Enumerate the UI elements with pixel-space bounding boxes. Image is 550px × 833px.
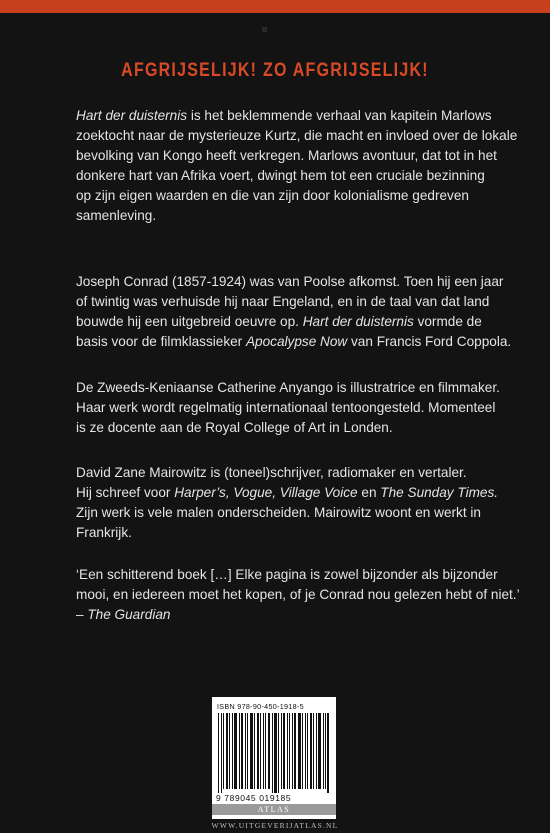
text-run: Hij schreef voor [76,485,175,500]
barcode-bar [257,713,259,789]
publisher-website: WWW.UITGEVERIJATLAS.NL [211,821,339,830]
barcode-bar [268,713,270,789]
text-run: vormde de [413,314,482,329]
text-run: De Zweeds-Keniaanse Catherine Anyango is illustratrice en filmmaker. [76,380,500,395]
barcode-bars [218,713,330,793]
barcode-bar [239,713,240,789]
text-line [76,523,516,543]
text-line [76,483,516,503]
barcode-bar [272,713,273,793]
text-run: zoektocht naar de mysterieuze Kurtz, die macht en invloed over de lokale [76,128,518,143]
barcode-label [212,697,336,819]
text-run: van Francis Ford Coppola. [347,334,512,349]
barcode-bar [323,713,324,789]
text-line [76,565,516,585]
top-color-bar [0,0,550,13]
barcode-bar [223,713,224,789]
text-line [76,126,516,146]
adapter-bio-paragraph [76,463,516,543]
barcode-bar [263,713,264,789]
barcode-bar [245,713,246,789]
text-run: basis voor de filmklassieker [76,334,246,349]
barcode-bar [327,713,329,793]
barcode-bar [234,713,237,789]
text-run: is ze docente aan de Royal College of Art in Londen. [76,420,393,435]
publisher-logo: ATLAS [212,804,336,815]
text-run: en [357,485,381,500]
text-run: bouwde hij een uitgebreid oeuvre op. [76,314,303,329]
italic-run: The Guardian [87,607,171,622]
text-run: is het beklemmende verhaal van kapitein Marlows [187,108,492,123]
text-line [76,398,516,418]
text-run: bevolking van Kongo heeft verkregen. Marlows avontuur, dat tot in het [76,148,497,163]
text-line [76,206,516,226]
text-line [76,418,516,438]
barcode-bar [226,713,228,789]
barcode-bar [218,713,219,793]
text-run: Joseph Conrad (1857-1924) was van Poolse afkomst. Toen hij een jaar [76,274,504,289]
text-line [76,146,516,166]
text-line [76,312,516,332]
barcode-bar [289,713,290,789]
text-run: Zijn werk is vele malen onderscheiden. Mairowitz woont en werkt in [76,505,481,520]
barcode-bar [294,713,296,789]
text-line [76,503,516,523]
text-run: – [76,607,88,622]
text-line [76,605,516,625]
headline: AFGRIJSELIJK! ZO AFGRIJSELIJK! [121,60,429,81]
text-run: of twintig was verhuisde hij naar Engeland, en in de taal van dat land [76,294,490,309]
barcode-bar [229,713,230,789]
text-line [76,332,516,352]
text-run: Frankrijk. [76,525,132,540]
text-line [76,106,516,126]
barcode-bar [310,713,312,789]
text-line [76,378,516,398]
barcode-bar [221,713,222,793]
barcode-bar [241,713,243,789]
barcode-bar [325,713,326,789]
isbn-text: ISBN 978-90-450-1918-5 [217,702,304,711]
text-line [76,272,516,292]
text-line [76,186,516,206]
italic-run: Hart der duisternis [76,108,188,123]
text-run: op zijn eigen waarden en die van zijn door kolonialisme gedreven [76,188,469,203]
text-line [76,585,520,605]
author-bio-paragraph [76,272,516,352]
text-run: David Zane Mairowitz is (toneel)schrijver, radiomaker en vertaler. [76,465,467,480]
text-run: samenleving. [76,208,157,223]
italic-run: Apocalypse Now [245,334,348,349]
text-line [76,166,516,186]
barcode-bar [292,713,293,789]
text-line [76,292,516,312]
barcode-bar [307,713,308,789]
synopsis-paragraph [76,106,516,226]
top-mark [262,27,267,32]
barcode-bar [281,713,282,789]
barcode-bar [250,713,253,789]
barcode-bar [247,713,248,789]
barcode-bar [318,713,321,789]
text-run: mooi, en iedereen moet het kopen, of je Conrad nou gelezen hebt of niet.’ [76,587,520,602]
text-run: donkere hart van Afrika voert, dwingt hem tot een cruciale bezinning [76,168,485,183]
barcode-bar [260,713,261,789]
barcode-bar [305,713,306,789]
barcode-bar [265,713,266,789]
barcode-bar [283,713,285,789]
italic-run: The Sunday Times. [380,485,499,500]
text-run: ‘Een schitterend boek […] Elke pagina is zowel bijzonder als bijzonder [76,567,498,582]
barcode-bar [254,713,255,789]
barcode-bar [316,713,317,789]
italic-run: Harper’s, Vogue, Village Voice [174,485,358,500]
barcode-bar [302,713,303,789]
barcode-bar [274,713,277,793]
barcode-bar [278,713,279,793]
review-quote-paragraph [76,565,520,625]
text-run: Haar werk wordt regelmatig internationaal tentoongesteld. Momenteel [76,400,496,415]
illustrator-bio-paragraph [76,378,516,438]
ean-digits: 9 789045 019185 [216,793,292,803]
barcode-bar [298,713,301,789]
barcode-bar [232,713,233,789]
text-line [76,463,516,483]
barcode-bar [313,713,314,789]
barcode-bar [287,713,288,789]
italic-run: Hart der duisternis [302,314,414,329]
